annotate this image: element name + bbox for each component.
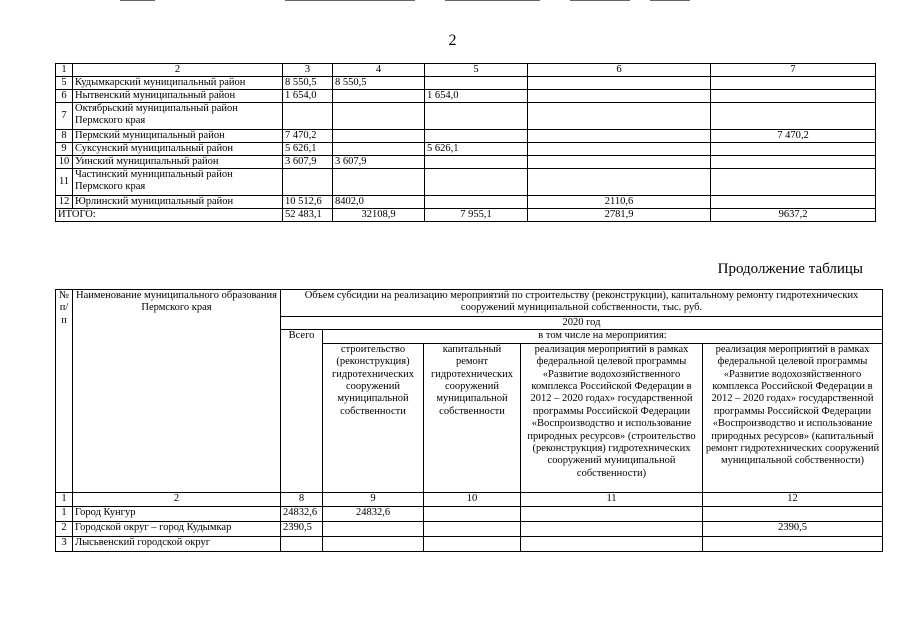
table-row bbox=[56, 156, 876, 169]
row-number: 12 bbox=[56, 196, 73, 209]
scan-artifact-line bbox=[650, 0, 690, 1]
row-number: 1 bbox=[56, 506, 73, 521]
scan-artifact-line bbox=[445, 0, 540, 1]
table-row bbox=[56, 506, 883, 521]
value-col5: 1 654,0 bbox=[425, 90, 528, 103]
header-year: 2020 год bbox=[281, 317, 883, 330]
value-total: 5 626,1 bbox=[283, 143, 333, 156]
value-col4: 8 550,5 bbox=[333, 77, 425, 90]
value-col4 bbox=[333, 90, 425, 103]
row-number: 3 bbox=[56, 536, 73, 551]
value-col7 bbox=[711, 169, 876, 196]
row-number: 8 bbox=[56, 130, 73, 143]
municipality-name: Суксунский муниципальный район bbox=[73, 143, 283, 156]
column-number: 10 bbox=[424, 492, 521, 506]
header-incl: в том числе на мероприятия: bbox=[323, 330, 883, 343]
scan-artifact-line bbox=[285, 0, 415, 1]
value-col12 bbox=[703, 536, 883, 551]
table-row bbox=[56, 130, 876, 143]
column-number: 1 bbox=[56, 64, 73, 77]
total-label: ИТОГО: bbox=[56, 209, 283, 222]
column-number: 9 bbox=[323, 492, 424, 506]
municipality-name: Город Кунгур bbox=[73, 506, 281, 521]
value-col10 bbox=[424, 521, 521, 536]
municipality-name: Лысьвенский городской округ bbox=[73, 536, 281, 551]
value-col4 bbox=[333, 103, 425, 130]
value-total: 3 607,9 bbox=[283, 156, 333, 169]
municipality-name: Кудымкарский муниципальный район bbox=[73, 77, 283, 90]
column-number: 2 bbox=[73, 492, 281, 506]
value-col6 bbox=[528, 169, 711, 196]
header-subsidy: Объем субсидии на реализацию мероприятий по строительству (реконструкции), капитальному ремонту гидротехнических сооружений муниципальной собственности, тыс. руб. bbox=[281, 290, 883, 317]
value-col11 bbox=[521, 521, 703, 536]
value-total: 2390,5 bbox=[281, 521, 323, 536]
column-number: 12 bbox=[703, 492, 883, 506]
table-row bbox=[56, 77, 876, 90]
column-number-row bbox=[56, 64, 876, 77]
scan-artifact-line bbox=[570, 0, 630, 1]
value-col6 bbox=[528, 156, 711, 169]
table-row bbox=[56, 196, 876, 209]
value-col5 bbox=[425, 156, 528, 169]
value-col6 bbox=[528, 90, 711, 103]
value-col11 bbox=[521, 536, 703, 551]
value-col4 bbox=[333, 143, 425, 156]
column-number: 2 bbox=[73, 64, 283, 77]
row-number: 7 bbox=[56, 103, 73, 130]
table-row bbox=[56, 90, 876, 103]
value-col6: 2110,6 bbox=[528, 196, 711, 209]
value-col7 bbox=[711, 90, 876, 103]
value-col4 bbox=[333, 130, 425, 143]
value-col7 bbox=[711, 103, 876, 130]
column-number: 6 bbox=[528, 64, 711, 77]
row-number: 10 bbox=[56, 156, 73, 169]
value-col9: 24832,6 bbox=[323, 506, 424, 521]
value-col5 bbox=[425, 169, 528, 196]
table-row bbox=[56, 143, 876, 156]
row-number: 6 bbox=[56, 90, 73, 103]
value-total: 1 654,0 bbox=[283, 90, 333, 103]
header-num: № п/п bbox=[56, 290, 73, 493]
value-col5 bbox=[425, 103, 528, 130]
value-col4 bbox=[333, 169, 425, 196]
bottom-table bbox=[55, 289, 883, 552]
column-number: 8 bbox=[281, 492, 323, 506]
row-number: 11 bbox=[56, 169, 73, 196]
table-row bbox=[56, 169, 876, 196]
header-total: Всего bbox=[281, 330, 323, 492]
value-col11 bbox=[521, 506, 703, 521]
value-col7 bbox=[711, 156, 876, 169]
value-col6 bbox=[528, 143, 711, 156]
header-col10: капитальный ремонт гидротехнических сооружений муниципальной собственности bbox=[424, 343, 521, 492]
value-col5 bbox=[425, 77, 528, 90]
municipality-name: Уинский муниципальный район bbox=[73, 156, 283, 169]
value-col10 bbox=[424, 536, 521, 551]
municipality-name: Пермский муниципальный район bbox=[73, 130, 283, 143]
table-row bbox=[56, 103, 876, 130]
value-col7 bbox=[711, 143, 876, 156]
row-number: 5 bbox=[56, 77, 73, 90]
value-col4: 8402,0 bbox=[333, 196, 425, 209]
value-col7: 7 470,2 bbox=[711, 130, 876, 143]
header-col12: реализация мероприятий в рамках федеральной целевой программы «Развитие водохозяйственного комплекса Российской Федерации в 2012 – 2020 годах» государственной программы Российской Федерации «Воспроизводство и использование природных ресурсов» (капитальный ремонт гидротехнических сооружений муниципальной собственности) bbox=[703, 343, 883, 492]
total-row bbox=[56, 209, 876, 222]
continuation-title: Продолжение таблицы bbox=[717, 261, 863, 277]
value-col5: 5 626,1 bbox=[425, 143, 528, 156]
header-name: Наименование муниципального образования Пермского края bbox=[73, 290, 281, 493]
column-number: 7 bbox=[711, 64, 876, 77]
value-col6 bbox=[528, 103, 711, 130]
scan-artifact-line bbox=[120, 0, 155, 1]
municipality-name: Частинский муниципальный район Пермского края bbox=[73, 169, 283, 196]
value-col12: 2390,5 bbox=[703, 521, 883, 536]
value-col12 bbox=[703, 506, 883, 521]
value-total bbox=[283, 103, 333, 130]
top-table bbox=[55, 63, 876, 222]
value-col5 bbox=[425, 130, 528, 143]
value-col9 bbox=[323, 536, 424, 551]
column-number: 3 bbox=[283, 64, 333, 77]
value-total bbox=[281, 536, 323, 551]
municipality-name: Октябрьский муниципальный район Пермского края bbox=[73, 103, 283, 130]
total-value: 9637,2 bbox=[711, 209, 876, 222]
value-total bbox=[283, 169, 333, 196]
value-total: 10 512,6 bbox=[283, 196, 333, 209]
header-col9: строительство (реконструкция) гидротехнических сооружений муниципальной собственности bbox=[323, 343, 424, 492]
table-row bbox=[56, 521, 883, 536]
column-number: 1 bbox=[56, 492, 73, 506]
total-value: 2781,9 bbox=[528, 209, 711, 222]
value-col5 bbox=[425, 196, 528, 209]
page-number: 2 bbox=[448, 32, 457, 49]
column-number: 4 bbox=[333, 64, 425, 77]
row-number: 2 bbox=[56, 521, 73, 536]
value-total: 8 550,5 bbox=[283, 77, 333, 90]
table-row bbox=[56, 536, 883, 551]
municipality-name: Нытвенский муниципальный район bbox=[73, 90, 283, 103]
total-value: 7 955,1 bbox=[425, 209, 528, 222]
value-col9 bbox=[323, 521, 424, 536]
municipality-name: Юрлинский муниципальный район bbox=[73, 196, 283, 209]
value-col6 bbox=[528, 77, 711, 90]
top-table-body bbox=[56, 64, 876, 222]
value-total: 24832,6 bbox=[281, 506, 323, 521]
total-value: 52 483,1 bbox=[283, 209, 333, 222]
value-total: 7 470,2 bbox=[283, 130, 333, 143]
value-col7 bbox=[711, 77, 876, 90]
value-col6 bbox=[528, 130, 711, 143]
total-value: 32108,9 bbox=[333, 209, 425, 222]
bottom-table-body bbox=[56, 492, 883, 551]
value-col10 bbox=[424, 506, 521, 521]
value-col7 bbox=[711, 196, 876, 209]
municipality-name: Городской округ – город Кудымкар bbox=[73, 521, 281, 536]
column-number: 11 bbox=[521, 492, 703, 506]
column-number: 5 bbox=[425, 64, 528, 77]
bottom-table-header bbox=[56, 290, 883, 493]
header-col11: реализация мероприятий в рамках федеральной целевой программы «Развитие водохозяйственного комплекса Российской Федерации в 2012 – 2020 годах» государственной программы Российской Федерации «Воспроизводство и использование природных ресурсов» (строительство (реконструкция) гидротехнических сооружений муниципальной собственности) bbox=[521, 343, 703, 492]
column-number-row bbox=[56, 492, 883, 506]
value-col4: 3 607,9 bbox=[333, 156, 425, 169]
row-number: 9 bbox=[56, 143, 73, 156]
